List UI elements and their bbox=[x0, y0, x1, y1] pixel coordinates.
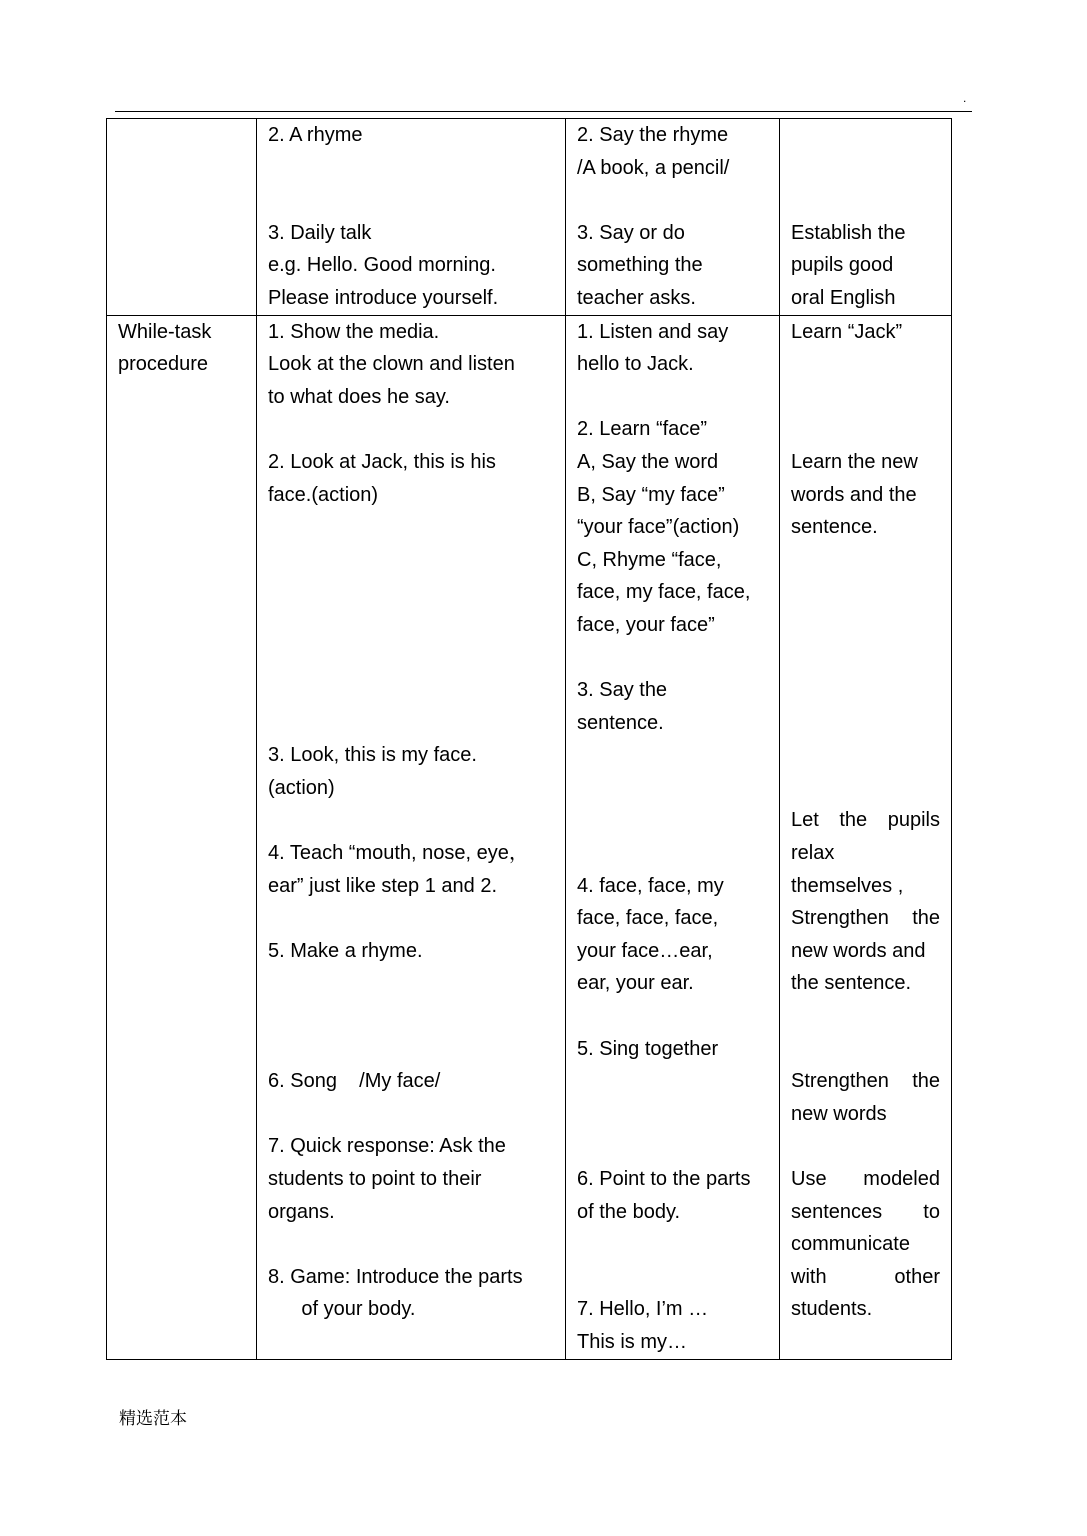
cell-line bbox=[791, 707, 940, 740]
cell-line: (action) bbox=[268, 776, 335, 799]
cell-line bbox=[577, 381, 768, 414]
cell-line bbox=[577, 1130, 768, 1163]
cell-line: Learn the new bbox=[791, 450, 918, 473]
cell-line bbox=[268, 511, 554, 544]
cell-line: B, Say “my face” bbox=[577, 483, 725, 506]
cell-line: hello to Jack. bbox=[577, 353, 694, 376]
cell-line: with other bbox=[791, 1265, 940, 1288]
cell-line: 2. Say the rhyme bbox=[577, 124, 729, 146]
table-cell-col3 bbox=[566, 315, 780, 1359]
cell-line: 4. face, face, my bbox=[577, 874, 724, 897]
cell-line bbox=[577, 1098, 768, 1131]
cell-line: your face…ear, bbox=[577, 939, 713, 962]
cell-line: sentences to bbox=[791, 1200, 940, 1223]
cell-line bbox=[268, 152, 554, 185]
table-cell-col2 bbox=[257, 119, 566, 316]
cell-line bbox=[118, 217, 245, 250]
cell-line: students to point to their bbox=[268, 1168, 482, 1190]
cell-line bbox=[577, 739, 768, 772]
cell-line: Look at the clown and listen bbox=[268, 353, 515, 376]
cell-line: ear, your ear. bbox=[577, 972, 694, 995]
cell-line: Please introduce yourself. bbox=[268, 286, 499, 309]
cell-line: 6. Point to the parts bbox=[577, 1168, 751, 1190]
table-cell-col4 bbox=[780, 119, 952, 316]
cell-line: teacher asks. bbox=[577, 286, 696, 309]
cell-line bbox=[791, 1130, 940, 1163]
cell-line: /A book, a pencil/ bbox=[577, 156, 730, 179]
cell-line: 2. A rhyme bbox=[268, 124, 363, 146]
cell-line bbox=[791, 152, 940, 185]
cell-line: pupils good bbox=[791, 254, 894, 277]
cell-line bbox=[791, 184, 940, 217]
cell-line bbox=[268, 184, 554, 217]
cell-line bbox=[268, 413, 554, 446]
cell-line: words and the bbox=[791, 483, 917, 506]
cell-line: 3. Look, this is my face. bbox=[268, 744, 477, 767]
cell-line: Use modeled bbox=[791, 1168, 940, 1190]
cell-line: 5. Make a rhyme. bbox=[268, 939, 423, 962]
cell-line: procedure bbox=[118, 353, 209, 376]
cell-line bbox=[791, 413, 940, 446]
cell-line: Learn “Jack” bbox=[791, 320, 903, 343]
cell-line: sentence. bbox=[577, 711, 664, 734]
cell-line: 3. Daily talk bbox=[268, 221, 372, 244]
cell-line: of your body. bbox=[268, 1298, 416, 1321]
cell-line: 3. Say or do bbox=[577, 221, 685, 244]
cell-line bbox=[791, 348, 940, 381]
cell-line: sentence. bbox=[791, 516, 878, 539]
table-body bbox=[107, 119, 952, 1360]
cell-line bbox=[791, 1033, 940, 1066]
cell-line: communicate bbox=[791, 1233, 910, 1256]
cell-line bbox=[577, 1261, 768, 1294]
cell-line: organs. bbox=[268, 1200, 335, 1223]
cell-line bbox=[577, 804, 768, 837]
cell-line: Establish the bbox=[791, 221, 906, 244]
cell-line: to what does he say. bbox=[268, 385, 450, 408]
cell-line: oral English bbox=[791, 286, 896, 309]
cell-line: 1. Show the media. bbox=[268, 320, 440, 343]
cell-line: face, face, face, bbox=[577, 907, 719, 930]
cell-line: Strengthen the bbox=[791, 1070, 940, 1093]
table-cell-col1 bbox=[107, 119, 257, 316]
cell-line: of the body. bbox=[577, 1200, 681, 1223]
cell-line bbox=[268, 804, 554, 837]
cell-line bbox=[268, 1000, 554, 1033]
cell-line bbox=[268, 967, 554, 1000]
cell-line: 3. Say the bbox=[577, 679, 668, 702]
cell-line bbox=[791, 772, 940, 805]
table-cell-col2 bbox=[257, 315, 566, 1359]
cell-line bbox=[577, 1000, 768, 1033]
cell-line: C, Rhyme “face, bbox=[577, 548, 722, 571]
cell-line: 2. Look at Jack, this is his bbox=[268, 450, 496, 473]
table-row bbox=[107, 119, 952, 316]
cell-line: ear” just like step 1 and 2. bbox=[268, 874, 498, 897]
cell-line bbox=[791, 674, 940, 707]
cell-line bbox=[791, 381, 940, 414]
cell-line: 7. Quick response: Ask the bbox=[268, 1135, 506, 1158]
cell-line bbox=[268, 674, 554, 707]
cell-line: the sentence. bbox=[791, 972, 912, 995]
header-rule bbox=[115, 111, 972, 112]
cell-line bbox=[268, 1326, 554, 1359]
cell-line bbox=[118, 184, 245, 217]
cell-line bbox=[791, 739, 940, 772]
lesson-plan-table bbox=[106, 118, 952, 1360]
cell-line bbox=[791, 576, 940, 609]
cell-line bbox=[268, 576, 554, 609]
footer-label: 精选范本 bbox=[119, 1409, 187, 1429]
cell-line: 6. Song /My face/ bbox=[268, 1070, 441, 1093]
cell-line: 7. Hello, I’m … bbox=[577, 1298, 709, 1321]
cell-line bbox=[268, 902, 554, 935]
table-row bbox=[107, 315, 952, 1359]
cell-line bbox=[791, 119, 940, 152]
cell-line bbox=[791, 609, 940, 642]
cell-line bbox=[118, 282, 245, 315]
cell-line bbox=[268, 609, 554, 642]
cell-line: face.(action) bbox=[268, 483, 379, 506]
table-cell-col3 bbox=[566, 119, 780, 316]
cell-line bbox=[268, 544, 554, 577]
table-cell-col1 bbox=[107, 315, 257, 1359]
cell-line bbox=[268, 1228, 554, 1261]
cell-line bbox=[791, 1000, 940, 1033]
cell-line bbox=[791, 544, 940, 577]
cell-line: face, your face” bbox=[577, 613, 715, 636]
cell-line: Strengthen the bbox=[791, 907, 940, 930]
cell-line: students. bbox=[791, 1298, 873, 1321]
cell-line bbox=[118, 152, 245, 185]
cell-line bbox=[577, 772, 768, 805]
cell-line: A, Say the word bbox=[577, 450, 719, 473]
cell-line bbox=[268, 1098, 554, 1131]
cell-line bbox=[577, 184, 768, 217]
cell-line bbox=[577, 1228, 768, 1261]
cell-line bbox=[118, 119, 245, 152]
cell-line: “your face”(action) bbox=[577, 516, 740, 539]
cell-line: themselves , bbox=[791, 874, 904, 897]
cell-line: new words bbox=[791, 1102, 887, 1125]
cell-line: e.g. Hello. Good morning. bbox=[268, 254, 496, 277]
cell-line bbox=[791, 642, 940, 675]
cell-line bbox=[268, 1033, 554, 1066]
cell-line: 1. Listen and say bbox=[577, 320, 729, 343]
header-dot: . bbox=[963, 91, 967, 105]
cell-line bbox=[268, 707, 554, 740]
cell-line: 5. Sing together bbox=[577, 1037, 719, 1060]
cell-line bbox=[118, 249, 245, 282]
cell-line: 2. Learn “face” bbox=[577, 418, 708, 441]
cell-line: something the bbox=[577, 254, 703, 277]
cell-line: face, my face, face, bbox=[577, 581, 751, 604]
cell-line: Let the pupils bbox=[791, 809, 940, 832]
cell-line: 4. Teach “mouth, nose, eye， bbox=[268, 842, 529, 865]
cell-line: While-task bbox=[118, 320, 212, 343]
cell-line bbox=[577, 1065, 768, 1098]
cell-line bbox=[577, 642, 768, 675]
table-cell-col4 bbox=[780, 315, 952, 1359]
cell-line: 8. Game: Introduce the parts bbox=[268, 1265, 523, 1288]
cell-line bbox=[791, 1326, 940, 1359]
cell-line bbox=[577, 837, 768, 870]
cell-line: This is my… bbox=[577, 1330, 687, 1353]
cell-line: new words and bbox=[791, 939, 926, 962]
cell-line bbox=[268, 642, 554, 675]
cell-line: relax bbox=[791, 842, 835, 865]
